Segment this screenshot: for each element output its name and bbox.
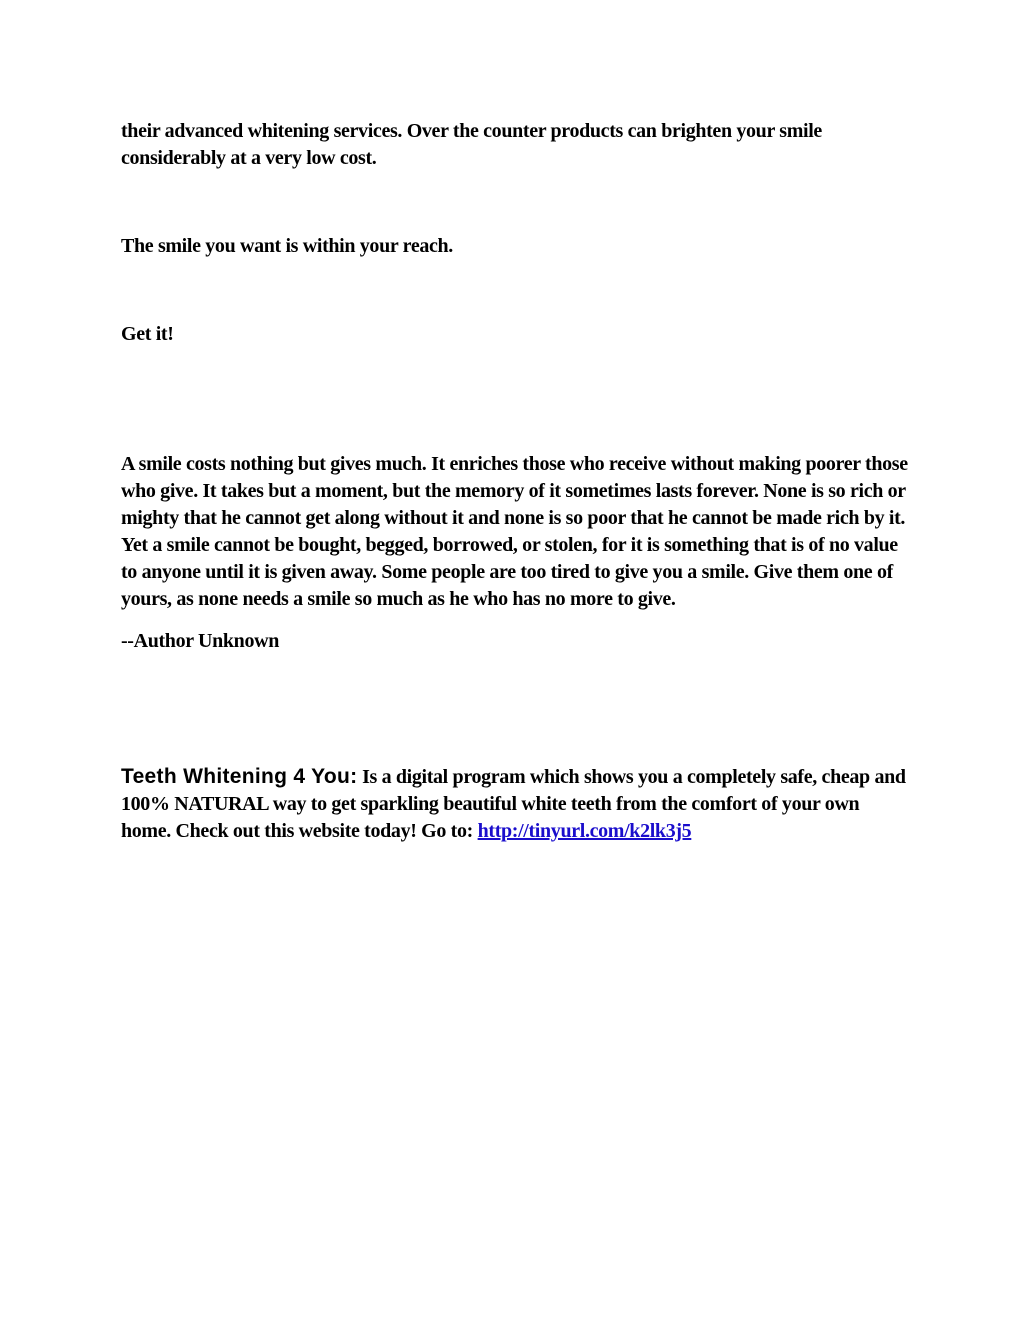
promo-paragraph	[121, 763, 911, 845]
get-it-line: Get it!	[121, 323, 174, 345]
quote-paragraph: A smile costs nothing but gives much. It enriches those who receive without making poorer those who give. It takes but a moment, but the memory of it sometimes lasts forever. None is so rich or mighty that he cannot get along without it and none is so poor that he cannot be made rich by it. Yet a smile cannot be bought, begged, borrowed, or stolen, for it is something that is of no value to anyone until it is given away. Some people are too tired to give you a smile. Give them one of yours, as none needs a smile so much as he who has no more to give.	[121, 453, 908, 610]
promo-link[interactable]: http://tinyurl.com/k2lk3j5	[477, 820, 692, 842]
document-page	[121, 118, 911, 845]
promo-title: Teeth Whitening 4 You:	[121, 765, 358, 788]
reach-line: The smile you want is within your reach.	[121, 235, 453, 257]
promo-body: Is a digital program which shows you a completely safe, cheap and 100% NATURAL way to get sparkling beautiful white teeth from the comfort of your own home. Check out this website today! Go to:	[121, 766, 906, 842]
quote-author: --Author Unknown	[121, 630, 279, 652]
intro-paragraph: their advanced whitening services. Over the counter products can brighten your smile considerably at a very low cost.	[121, 120, 822, 169]
